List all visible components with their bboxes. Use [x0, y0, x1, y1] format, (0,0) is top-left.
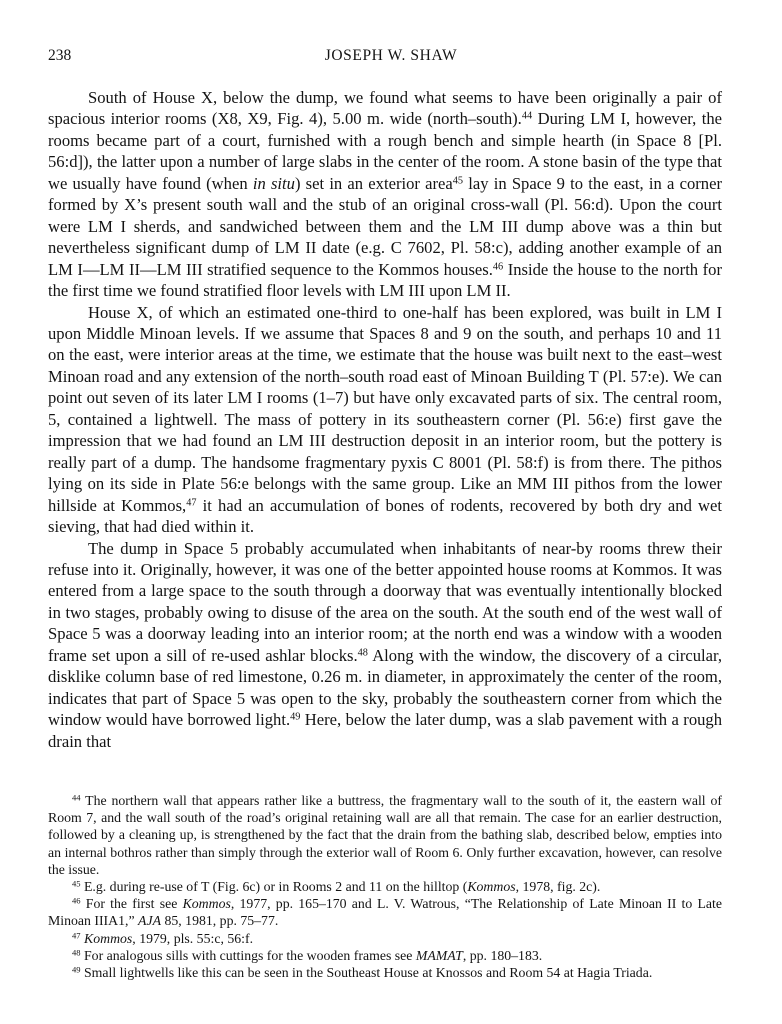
- footnote-text: , 1978, fig. 2c).: [515, 879, 601, 895]
- text-run: House X, of which an estimated one-third to one-half has been explored, was built in LM I upon Middle Minoan levels. If we assume that Spaces 8 and 9 on the south, and perhaps 10 and 11 on the east, were interior areas at the time, we estimate that the house was built next to the east–west Minoan road and any extension of the north–south road east of Minoan Building T (Pl. 57:e). We can point out seven of its later LM I rooms (1–7) but have only excavated parts of six. The central room, 5, contained a lightwell. The mass of pottery in its southeastern corner (Pl. 56:e) first gave the impression that we had found an LM III destruction deposit in an interior room, but the pottery is really part of a dump. The handsome fragmentary pyxis C 8001 (Pl. 58:f) is from there. The pithos lying on its side in Plate 56:e belongs with the same group. Like an MM III pithos from the lower hillside at Kommos,: [48, 302, 722, 515]
- footnote-text: , pp. 180–183.: [462, 947, 543, 963]
- text-run: South of House X, below the dump, we found what seems to have been originally a pair of spacious interior rooms (X8, X9, Fig. 4), 5.00 m. wide (north–south).: [48, 88, 722, 129]
- footnote-text: , 1977, pp. 165–170 and L. V. Watrous, “The Relationship of Late Minoan II to Late Minoan IIIA1,”: [48, 896, 723, 929]
- footnote-text: , 1979, pls. 55:c, 56:f.: [132, 930, 254, 946]
- footnote-text: Small lightwells like this can be seen in the Southeast House at Knossos and Room 54 at Hagia Triada.: [80, 965, 653, 981]
- paragraph-house-x-plan: [48, 302, 722, 538]
- footnote-number: 45: [72, 878, 81, 889]
- footnote-ref-45: 45: [452, 175, 464, 187]
- italic-text: Kommos: [182, 896, 231, 912]
- footnote-44: [48, 792, 722, 878]
- text-run: lay in Space 9 to the east, in a corner formed by X’s present south wall and the stub of an original cross-wall (Pl. 56:d). Upon the court were LM I sherds, and sandwiched between them and the LM III dump above was a thin but nevertheless significant dump of LM II date (e.g. C 7602, Pl. 58:c), adding another example of an LM I—LM II—LM III stratified sequence to the Kommos houses.: [48, 173, 722, 279]
- footnote-47: [48, 930, 722, 947]
- footnote-number: 49: [72, 964, 81, 975]
- footnote-text: The northern wall that appears rather like a buttress, the fragmentary wall to the south of it, the eastern wall of Room 7, and the wall south of the road’s original retaining wall are all that remain. The case for an earlier destruction, followed by a cleaning up, is strengthened by the fact that the drain from the bathing slab, described below, empties into an internal bothros rather than simply through the exterior wall of Room 6. Only further excavation, however, can resolve the issue.: [48, 793, 722, 877]
- page-header: [48, 47, 734, 69]
- footnote-ref-49: 49: [290, 711, 301, 723]
- italic-text: in situ: [252, 173, 295, 193]
- footnote-46: [48, 895, 722, 929]
- page-number: 238: [48, 47, 72, 64]
- footnotes: [48, 792, 722, 981]
- italic-text: Kommos: [84, 930, 133, 946]
- footnote-number: 47: [72, 929, 81, 940]
- footnote-text: For analogous sills with cuttings for the wooden frames see: [80, 947, 416, 963]
- paragraph-house-x-south: [48, 87, 722, 302]
- footnote-text: E.g. during re-use of T (Fig. 6c) or in Rooms 2 and 11 on the hilltop (: [80, 879, 468, 895]
- text-run: ) set in an exterior area: [294, 173, 453, 193]
- footnote-number: 46: [72, 895, 81, 906]
- running-head: JOSEPH W. SHAW: [324, 47, 458, 64]
- footnote-number: 44: [72, 792, 81, 803]
- footnote-ref-48: 48: [357, 647, 368, 659]
- text-run: During LM I, however, the rooms became part of a court, furnished with a rough bench and simple hearth (in Space 8 [Pl. 56:d]), the latter upon a number of large slabs in the center of the room. A stone basin of the type that we usually have found (when: [48, 109, 722, 193]
- footnote-number: 48: [72, 947, 81, 958]
- italic-text: Kommos: [467, 879, 516, 895]
- paragraph-space-5-dump: [48, 538, 722, 753]
- footnote-49: [48, 964, 722, 981]
- footnote-text: For the first see: [80, 896, 183, 912]
- footnote-48: [48, 947, 722, 964]
- italic-text: AJA: [138, 913, 162, 929]
- text-run: The dump in Space 5 probably accumulated when inhabitants of near-by rooms threw their refuse into it. Originally, however, it was one of the better appointed house rooms at Kommos. It was entered from a large space to the south through a doorway that was eventually intentionally blocked in two stages, probably owing to disuse of the area on the south. At the south end of the west wall of Space 5 was a doorway leading into an interior room; at the north end was a window with a wooden frame set upon a sill of re-used ashlar blocks.: [48, 538, 722, 665]
- article-body: [48, 87, 722, 752]
- italic-text: MAMAT: [415, 947, 463, 963]
- footnote-ref-46: 46: [492, 260, 504, 272]
- text-run: Inside the house to the north for the first time we found stratified floor levels with LM III upon LM II.: [48, 259, 722, 301]
- text-run: Here, below the later dump, was a slab pavement with a rough drain that: [48, 710, 723, 751]
- footnote-45: [48, 878, 722, 895]
- text-run: Along with the window, the discovery of a circular, disklike column base of red limestone, 0.26 m. in diameter, in approximately the center of the room, indicates that part of Space 5 was open to the sky, probably the southeastern corner from which the window would have borrowed light.: [48, 645, 722, 730]
- footnote-text: 85, 1981, pp. 75–77.: [161, 913, 279, 929]
- footnote-ref-47: 47: [186, 496, 197, 508]
- text-run: it had an accumulation of bones of rodents, recovered by both dry and wet sieving, that had died within it.: [48, 495, 722, 537]
- footnote-ref-44: 44: [521, 110, 533, 122]
